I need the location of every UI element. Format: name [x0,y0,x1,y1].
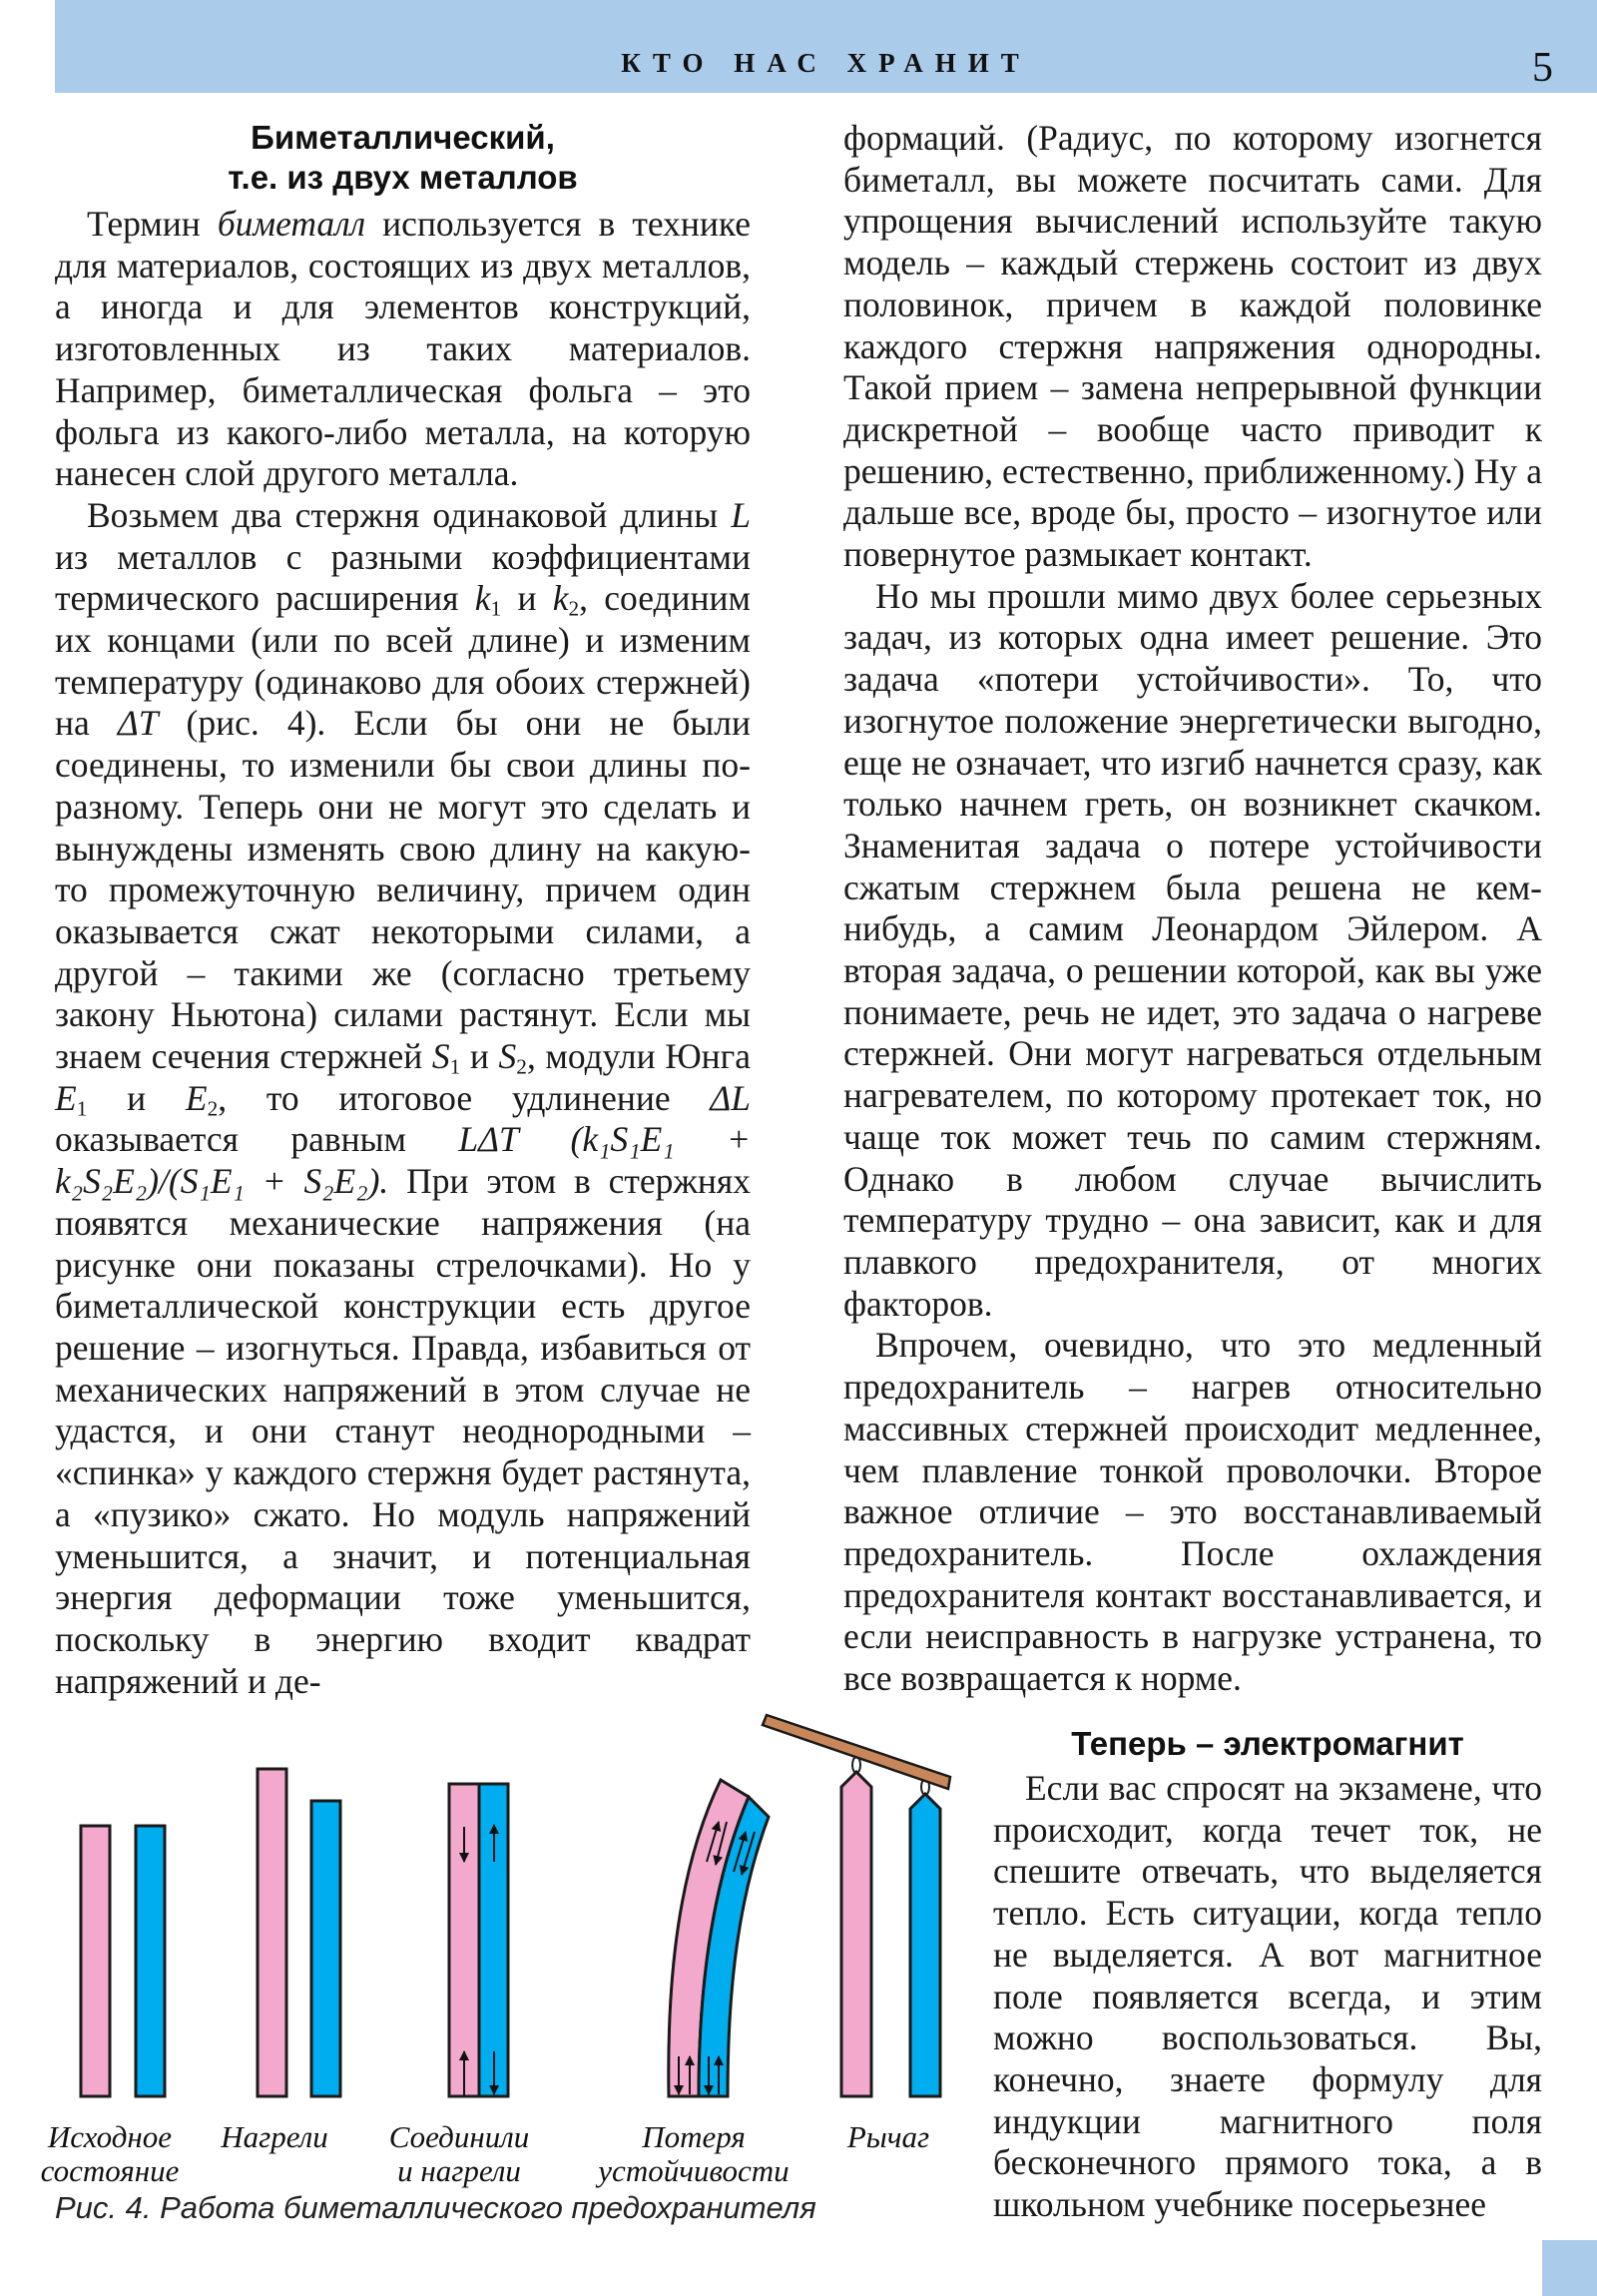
text: , то итоговое удлинение [218,1077,711,1118]
math-var: S [498,1036,517,1077]
right-column [843,118,1542,1700]
paragraph [55,495,751,1702]
rod-metal1-expanded [258,1769,286,2096]
math-var: S [431,1036,450,1077]
label-joined [379,2120,539,2188]
text: и [460,1036,499,1077]
math-sub: 1 [76,1096,88,1121]
text: (рис. 4). Если бы они не были соединены, то изменили бы свои длины по-разному. Теперь они не могут это сделать и вынуждены изменять свою длину на какую-то промежуточную величину, причем один оказывается сжат некоторыми силами, а другой – такими же (согласно третьему закону Ньютона) силами растянут. Если мы знаем сечения стержней [55,703,751,1077]
left-column [55,118,751,1702]
math-var: L [731,494,751,535]
section-heading-bimetal [55,118,751,198]
label-line: Рычаг [846,2119,930,2154]
math-var: k [552,578,569,619]
page-corner-tab [1542,2240,1597,2296]
paragraph: Впрочем, очевидно, что это медленный предохранитель – нагрев относительно массивных стержней происходит медленнее, чем плавление тонкой проволочки. Второе важное отличие – это восстанавливаемый предохранитель. После охлаждения предохранителя контакт восстанавливается, и если неисправность в нагрузке устранена, то все возвращается к норме. [843,1325,1542,1699]
label-line: устойчивости [598,2153,790,2188]
paragraph: Если вас спросят на экзамене, что происходит, когда течет ток, не спешите отвечать, что выделяется тепло. Есть ситуации, когда тепло не выделяется. А вот магнитное поле появляется всегда, и этим можно воспользоваться. Вы, конечно, знаете формулу для индукции магнитного поля бесконечного прямого тока, а в школьном учебнике посерьезнее [993,1768,1542,2225]
math-sub: 1 [490,596,502,621]
math-var: ΔL [710,1077,752,1118]
rod-metal1 [81,1826,110,2096]
term-italic: биметалл [217,204,366,244]
rod-metal2-expanded [311,1801,340,2096]
math-sub: 2 [568,596,580,621]
heading-line: Биметаллический, [251,119,555,156]
running-header [55,0,1597,93]
label-line: состояние [40,2153,180,2188]
heading-line: т.е. из двух металлов [228,159,578,196]
label-buckled [594,2120,794,2188]
running-title: КТО НАС ХРАНИТ [621,48,1031,78]
math-var: ΔT [117,703,159,744]
text: оказывается равным [55,1119,459,1160]
paragraph: формаций. (Радиус, по которому изогнется биметалл, вы можете посчитать сами. Для упрощения вычислений используйте такую модель – каждый стержень состоит из двух половинок, причем в каждой половинке каждого стержня напряжения однородны. Такой прием – замена непрерывной функции дискретной – вообще часто приводит к решению, естественно, приближенному.) Ну а дальше все, вроде бы, просто – изогнутое или повернутое размыкает контакт. [843,118,1542,575]
rod-metal1-lever [841,1772,871,2096]
rod-metal2 [136,1826,165,2096]
text: , соединим их концами (или по всей длине) и изменим температуру (одинаково для обоих стержней) на [55,578,752,744]
figure-bimetal-fuse [40,1697,998,2256]
math-sub: 2 [516,1054,527,1079]
paragraph: Но мы прошли мимо двух более серьезных задач, из которых одна имеет решение. Это задача «потери устойчивости». То, что изогнутое положение энергетически выгодно, еще не означает, что изгиб начнется сразу, как только начнем греть, он возникнет скачком. Знаменитая задача о потере устойчивости сжатым стержнем была решена не кем-нибудь, а самим Леонардом Эйлером. А вторая задача, о решении которой, как вы уже понимаете, речь не идет, это задача о нагреве стержней. Они могут нагреваться отдельным нагревателем, по которому протекает ток, но чаще ток может течь по самим стержням. Однако в любом случае вычислить температуру трудно – она зависит, как и для плавкого предохранителя, от многих факторов. [843,575,1542,1324]
label-line: и нагрели [397,2153,521,2188]
text: из металлов с разными коэффициентами термического расширения [55,536,751,619]
page-number: 5 [1532,45,1553,91]
label-heated [200,2120,349,2154]
label-line: Потеря [642,2119,746,2154]
right-column-lower [993,1724,1542,2226]
text: используется в технике для материалов, состоящих из двух металлов, а иногда и для элементов конструкций, изготовленных из таких материалов. Например, биметаллическая фольга – это фольга из какого-либо металла, на которую нанесен слой другого металла. [55,204,751,494]
formula: LΔT (k₁S₁E₁ + k₂S₂E₂)/(S₁E₁ + S₂E₂). [55,1119,751,1202]
text: Возьмем два стержня одинаковой длины [87,494,732,535]
figure-caption: Рис. 4. Работа биметаллического предохранителя [55,2190,816,2225]
text: Термин [87,204,218,244]
paragraph [55,204,751,495]
math-var: E [55,1077,77,1118]
label-line: Нагрели [221,2119,328,2154]
label-initial [40,2120,180,2188]
label-lever [828,2120,948,2154]
math-sub: 2 [207,1096,219,1121]
text: При этом в стержнях появятся механические напряжения (на рисунке они показаны стрелочками). Но у биметаллической конструкции есть другое решение – изогнуться. Правда, избавиться от механических напряжений в этом случае не удастся, и они станут неоднородными – «спинка» у каждого стержня будет растянута, а «пузико» сжато. Но модуль напряжений уменьшится, а значит, и потенциальная энергия деформации тоже уменьшится, поскольку в энергию входит квадрат напряжений и де- [55,1161,751,1701]
text: и [501,578,553,619]
math-var: E [185,1077,208,1118]
text: и [87,1077,186,1118]
text: , модули Юнга [526,1036,751,1077]
math-sub: 1 [449,1054,461,1079]
math-var: k [474,578,491,619]
rod-metal2-lever [910,1794,940,2096]
section-heading-electromagnet: Теперь – электромагнит [1071,1725,1464,1762]
label-line: Соединили [388,2119,530,2154]
label-line: Исходное [47,2119,173,2154]
